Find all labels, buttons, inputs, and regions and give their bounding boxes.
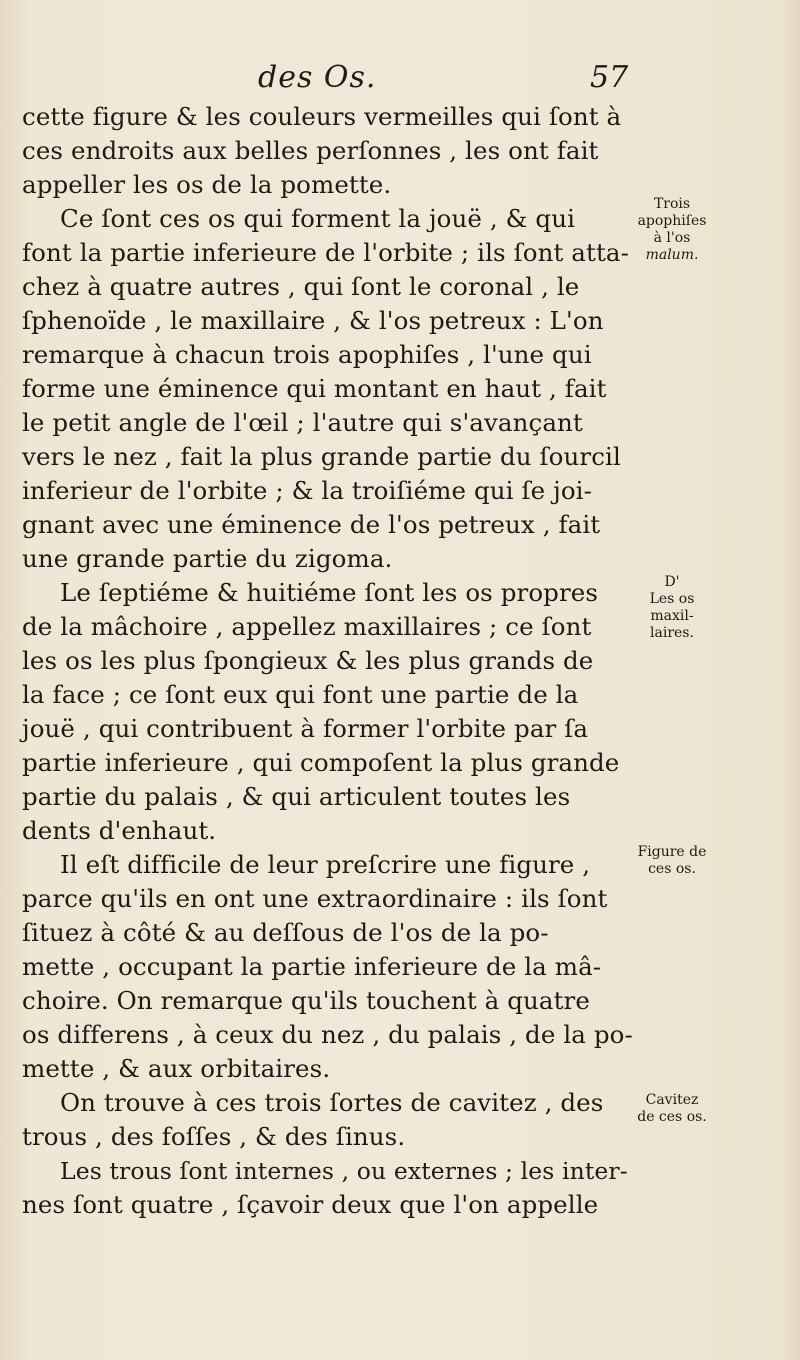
- text-line: mette , & aux orbitaires.: [22, 1054, 331, 1083]
- text-line: remarque à chacun trois apophiſes , l'une qui: [22, 340, 592, 369]
- text-line: jouë , qui contribuent à former l'orbite par ſa: [22, 714, 589, 743]
- margin-note-line: apophiſes: [637, 213, 707, 229]
- margin-note-line: de ces os.: [637, 1109, 707, 1125]
- running-title: des Os.: [258, 60, 377, 95]
- text-line: une grande partie du zigoma.: [22, 544, 393, 573]
- margin-note-line: D': [664, 574, 680, 590]
- text-line: partie du palais , & qui articulent toutes les: [22, 782, 571, 811]
- text-line: nes ſont quatre , ſçavoir deux que l'on appelle: [22, 1190, 599, 1219]
- text-line: cette figure & les couleurs vermeilles qui ſont à: [22, 102, 622, 131]
- text-line: les os les plus ſpongieux & les plus grands de: [22, 646, 594, 675]
- text-line: vers le nez , fait la plus grande partie du ſourcil: [22, 442, 621, 471]
- text-line: inferieur de l'orbite ; & la troiſiéme qui ſe joi-: [22, 476, 592, 505]
- margin-note: [634, 574, 710, 642]
- text-line: ſituez à côté & au deſſous de l'os de la po-: [22, 918, 549, 947]
- text-line: partie inferieure , qui compoſent la plus grande: [22, 748, 620, 777]
- margin-note-line: laires.: [650, 625, 694, 641]
- text-line: forme une éminence qui montant en haut , fait: [22, 374, 607, 403]
- margin-note-line: à l'os: [653, 230, 691, 246]
- text-line: gnant avec une éminence de l'os petreux , fait: [22, 510, 601, 539]
- text-line: os differens , à ceux du nez , du palais , de la po-: [22, 1020, 633, 1049]
- text-line: choire. On remarque qu'ils touchent à quatre: [22, 986, 590, 1015]
- text-line: Il eſt difficile de leur preſcrire une figure ,: [60, 850, 591, 879]
- margin-note-line: Figure de: [637, 844, 707, 860]
- text-line: parce qu'ils en ont une extraordinaire : ils ſont: [22, 884, 608, 913]
- margin-note-line: Trois: [653, 196, 691, 212]
- text-line: dents d'enhaut.: [22, 816, 217, 845]
- margin-note: [634, 844, 710, 878]
- text-line: Le ſeptiéme & huitiéme ſont les os propres: [60, 578, 599, 607]
- text-line: Les trous ſont internes , ou externes ; les inter-: [60, 1157, 628, 1185]
- text-line: font la partie inferieure de l'orbite ; ils ſont atta-: [22, 238, 629, 267]
- text-line: la face ; ce ſont eux qui font une partie de la: [22, 680, 579, 709]
- text-line: appeller les os de la pomette.: [22, 170, 392, 199]
- margin-notes: [634, 0, 800, 1360]
- text-line: ces endroits aux belles perſonnes , les ont fait: [22, 136, 599, 165]
- margin-note-line: Cavitez: [645, 1092, 699, 1108]
- margin-note: [634, 196, 710, 264]
- text-line: ſphenoïde , le maxillaire , & l'os petreux : L'on: [22, 306, 604, 335]
- text-line: trous , des foſſes , & des ſinus.: [22, 1122, 406, 1151]
- margin-note: [634, 1092, 710, 1126]
- margin-note-line: ces os.: [648, 861, 696, 877]
- margin-note-line: malum.: [645, 247, 699, 263]
- margin-note-line: Les os: [649, 591, 695, 607]
- margin-note-line: maxil-: [650, 608, 694, 624]
- body-text: [22, 100, 634, 1222]
- text-line: le petit angle de l'œil ; l'autre qui s'avançant: [22, 408, 583, 437]
- text-line: de la mâchoire , appellez maxillaires ; ce ſont: [22, 612, 592, 641]
- text-line: mette , occupant la partie inferieure de la mâ-: [22, 952, 602, 981]
- page-number: 57: [590, 60, 629, 95]
- text-line: On trouve à ces trois ſortes de cavitez , des: [60, 1088, 604, 1117]
- text-line: chez à quatre autres , qui ſont le coronal , le: [22, 272, 580, 301]
- text-line: Ce ſont ces os qui forment la jouë , & qui: [60, 204, 576, 233]
